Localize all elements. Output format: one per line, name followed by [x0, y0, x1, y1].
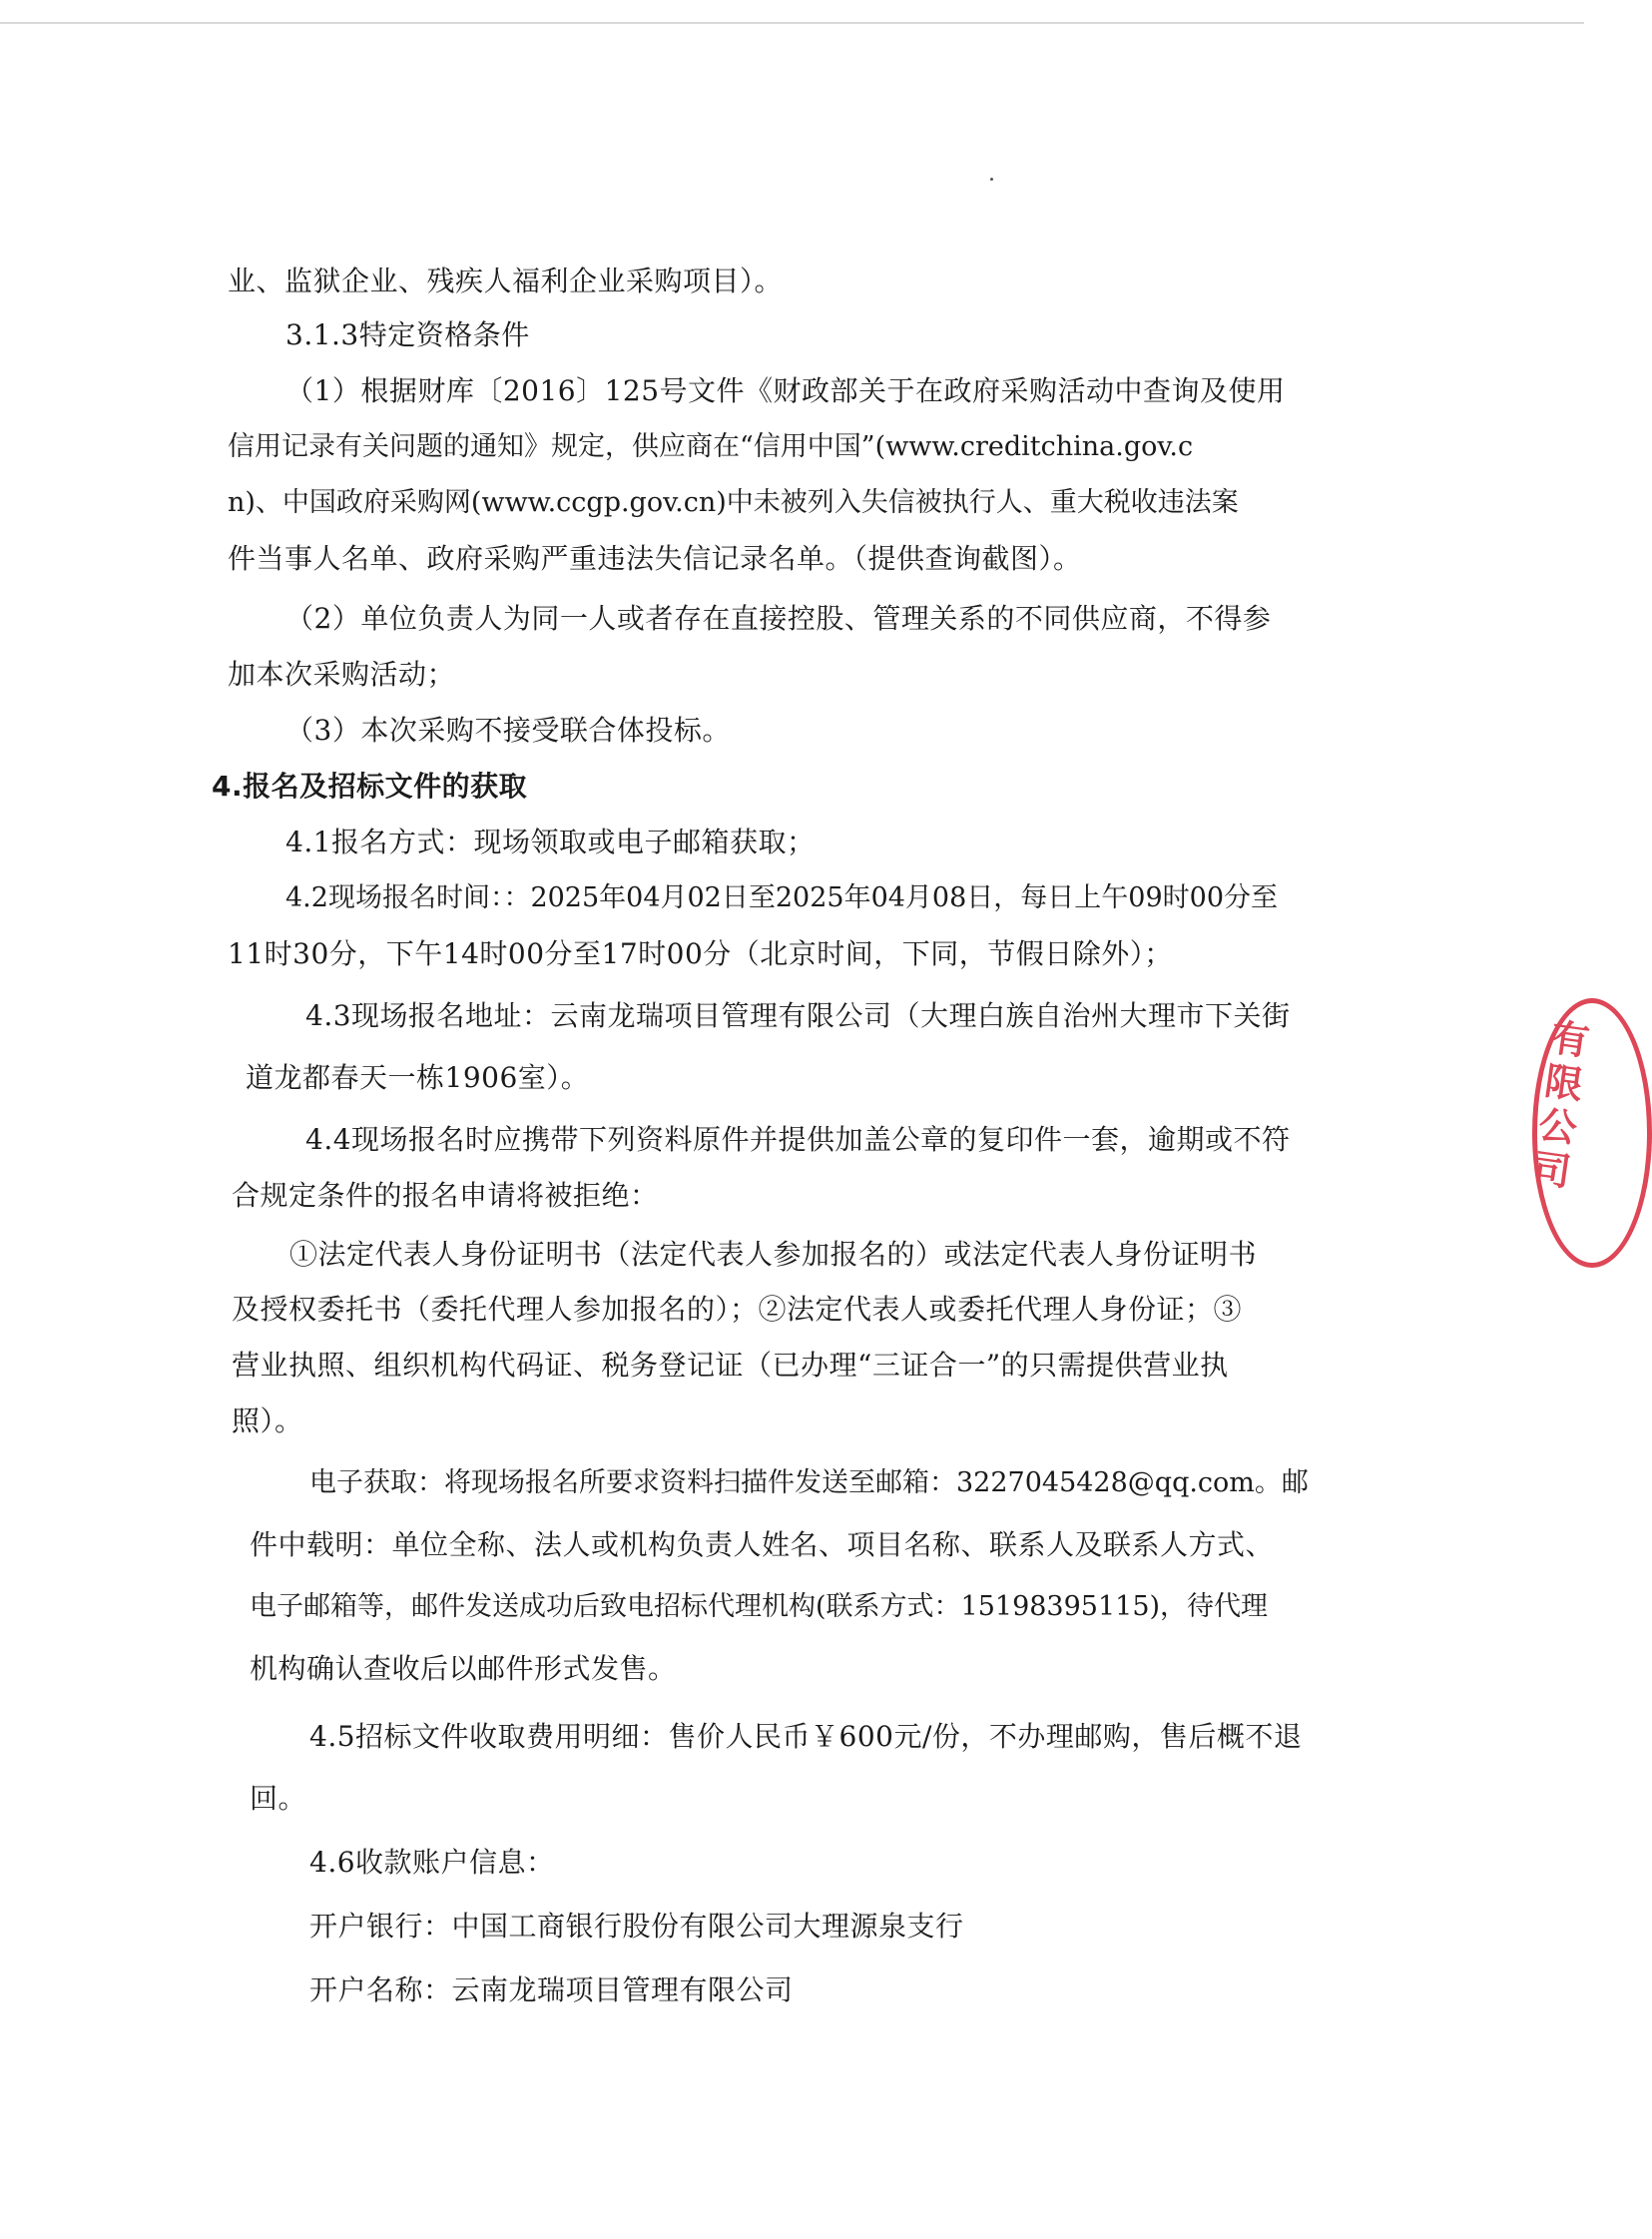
text-line: 合规定条件的报名申请将被拒绝：	[232, 1179, 659, 1212]
text-line: 件当事人名单、政府采购严重违法失信记录名单。（提供查询截图）。	[228, 542, 1082, 575]
text-line: n)、中国政府采购网(www.ccgp.gov.cn)中未被列入失信被执行人、重大税收违法案	[228, 487, 1239, 518]
text-line: 件中载明：单位全称、法人或机构负责人姓名、项目名称、联系人及联系人方式、	[250, 1528, 1275, 1561]
section-heading: 4.报名及招标文件的获取	[212, 770, 528, 803]
text-line: 3.1.3特定资格条件	[285, 318, 530, 351]
text-line: 回。	[250, 1782, 307, 1815]
text-line: 开户名称：云南龙瑞项目管理有限公司	[309, 1973, 794, 2006]
text-line: 4.1报名方式：现场领取或电子邮箱获取；	[285, 826, 816, 858]
text-line: 4.6收款账户信息：	[309, 1846, 555, 1879]
page-top-edge	[0, 22, 1584, 24]
text-line: 电子获取：将现场报名所要求资料扫描件发送至邮箱：3227045428@qq.com。邮	[309, 1467, 1309, 1498]
text-line: 4.3现场报名地址：云南龙瑞项目管理有限公司（大理白族自治州大理市下关街	[305, 999, 1291, 1032]
text-line: 业、监狱企业、残疾人福利企业采购项目）。	[228, 265, 784, 297]
text-line: 11时30分，下午14时00分至17时00分（北京时间，下同，节假日除外）；	[228, 937, 1173, 970]
text-line: 加本次采购活动；	[228, 658, 456, 691]
text-line: （1）根据财库〔2016〕125号文件《财政部关于在政府采购活动中查询及使用	[285, 374, 1286, 407]
text-line: 4.4现场报名时应携带下列资料原件并提供加盖公章的复印件一套，逾期或不符	[305, 1123, 1291, 1156]
company-seal-stamp	[1522, 998, 1592, 1258]
text-line: 营业执照、组织机构代码证、税务登记证（已办理“三证合一”的只需提供营业执	[232, 1349, 1229, 1382]
text-line: 开户银行：中国工商银行股份有限公司大理源泉支行	[309, 1910, 964, 1943]
seal-text: 有限公司	[1522, 1015, 1592, 1197]
scan-speck	[990, 178, 993, 181]
text-line: 道龙都春天一栋1906室）。	[246, 1061, 590, 1094]
text-line: 机构确认查收后以邮件形式发售。	[250, 1652, 677, 1685]
text-line: 4.5招标文件收取费用明细：售价人民币￥600元/份，不办理邮购，售后概不退	[309, 1720, 1303, 1753]
text-line: （3）本次采购不接受联合体投标。	[285, 714, 731, 747]
text-line: （2）单位负责人为同一人或者存在直接控股、管理关系的不同供应商，不得参	[285, 602, 1272, 635]
text-line: 电子邮箱等，邮件发送成功后致电招标代理机构(联系方式：15198395115)，待代理	[250, 1591, 1269, 1622]
text-line: 4.2现场报名时间：：2025年04月02日至2025年04月08日，每日上午09时00分至	[285, 882, 1279, 913]
text-line: 及授权委托书（委托代理人参加报名的）；②法定代表人或委托代理人身份证；③	[232, 1293, 1243, 1326]
text-line: ①法定代表人身份证明书（法定代表人参加报名的）或法定代表人身份证明书	[289, 1238, 1258, 1271]
text-line: 信用记录有关问题的通知》规定，供应商在“信用中国”(www.creditchina.gov.c	[228, 431, 1194, 462]
text-line: 照）。	[232, 1404, 303, 1437]
